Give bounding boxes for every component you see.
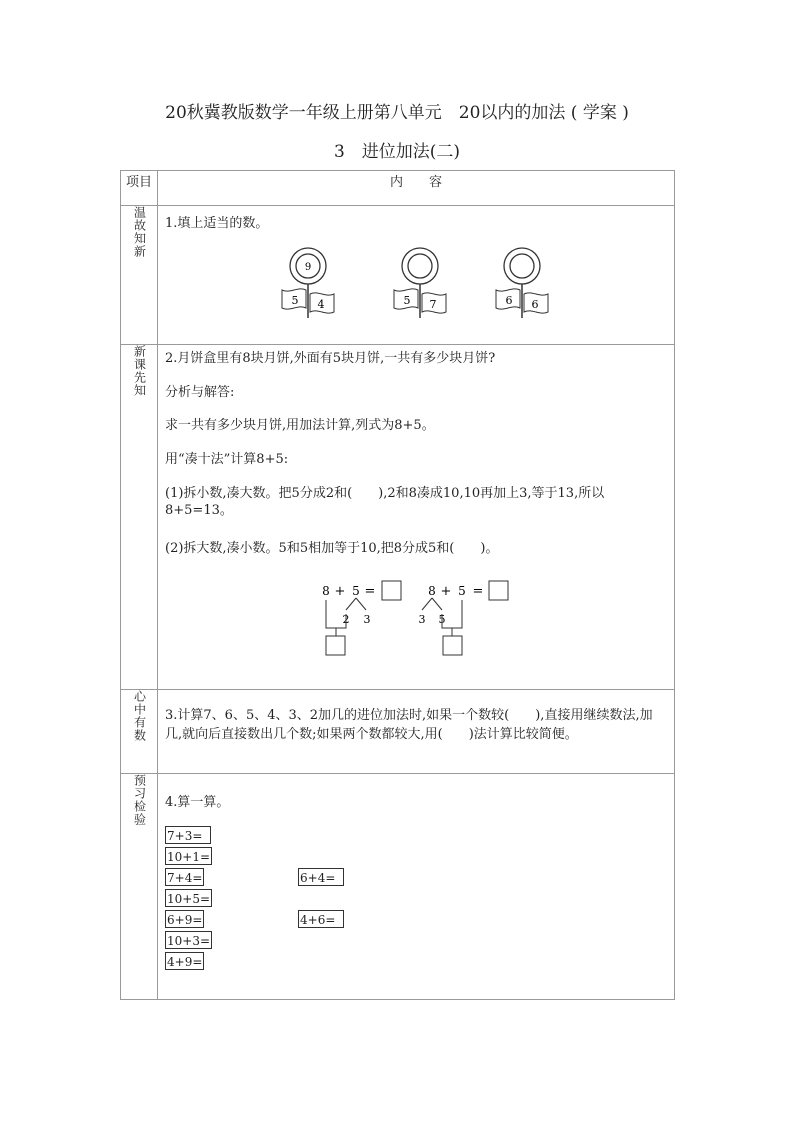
key-points-row <box>121 690 675 774</box>
review-label <box>121 206 158 345</box>
question-1: 1.填上适当的数。 <box>165 216 269 231</box>
diagram-split-large <box>419 581 509 655</box>
analysis-line-1: 求一共有多少块月饼,用加法计算,列式为8+5。 <box>165 418 435 433</box>
review-row <box>121 206 675 345</box>
header-row <box>121 171 675 206</box>
diagram-number: 8 <box>322 584 330 598</box>
analysis-heading: 分析与解答: <box>165 385 235 400</box>
diagram-number: 5 <box>352 584 360 598</box>
question-3: 3.计算7、6、5、4、3、2加几的进位加法时,如果一个数较( ),直接用继续数法,加几,就向后直接数出几个数;如果两个数都较大,用( )法计算比较简便。 <box>165 708 653 742</box>
answer-box[interactable] <box>326 636 345 655</box>
flower-left-leaf: 5 <box>291 294 299 307</box>
split-part: 3 <box>418 613 426 626</box>
flower-left-leaf: 5 <box>403 294 411 307</box>
split-part: 3 <box>363 613 371 626</box>
flower-right-leaf: 4 <box>317 298 325 311</box>
question-2: 2.月饼盒里有8块月饼,外面有5块月饼,一共有多少块月饼? <box>165 351 496 366</box>
flower-left-leaf: 6 <box>505 294 513 307</box>
split-part: 2 <box>342 613 350 626</box>
diagram-number: 8 <box>428 584 436 598</box>
flower-3 <box>496 248 548 318</box>
question-4: 4.算一算。 <box>165 795 230 810</box>
new-lesson-content <box>158 345 675 690</box>
analysis-line-2: 用“凑十法”计算8+5: <box>165 452 289 467</box>
practice-equation[interactable]: 10+1= <box>165 847 212 865</box>
practice-equation[interactable]: 7+3= <box>165 826 211 844</box>
review-content <box>158 206 675 345</box>
answer-box[interactable] <box>443 636 462 655</box>
new-lesson-row <box>121 345 675 690</box>
diagram-equals: = <box>364 584 376 599</box>
document-subtitle: 3 进位加法(二) <box>333 142 461 162</box>
diagram-operator: + <box>440 584 452 599</box>
lesson-table <box>120 170 675 1000</box>
header-item: 项目 <box>121 171 158 206</box>
key-points-content <box>158 690 675 774</box>
flower-2 <box>394 248 446 318</box>
practice-equation[interactable]: 6+4= <box>298 868 344 886</box>
answer-box[interactable] <box>382 581 401 600</box>
practice-equation[interactable]: 4+9= <box>165 952 204 970</box>
answer-box[interactable] <box>489 581 508 600</box>
row-label-text: 新课先知 <box>132 345 147 397</box>
flower-right-leaf: 6 <box>531 298 539 311</box>
analysis-line-4: (2)拆大数,凑小数。5和5相加等于10,把8分成5和( )。 <box>165 541 499 556</box>
practice-equation[interactable]: 6+9= <box>165 910 204 928</box>
row-label-text: 预习检验 <box>132 774 147 826</box>
header-content: 内 容 <box>158 171 675 206</box>
split-part: 5 <box>438 613 446 626</box>
diagram-equals: = <box>472 584 484 599</box>
document-title: 20秋冀教版数学一年级上册第八单元 20以内的加法 ( 学案 ) <box>165 103 629 123</box>
flower-center: 9 <box>304 262 312 273</box>
flower-right-leaf: 7 <box>429 298 437 311</box>
practice-equation[interactable]: 7+4= <box>165 868 204 886</box>
key-points-label <box>121 690 158 774</box>
practice-content <box>158 774 675 1000</box>
practice-row <box>121 774 675 1000</box>
practice-equation[interactable]: 4+6= <box>298 910 344 928</box>
row-label-text: 心中有数 <box>132 690 147 742</box>
analysis-line-3: (1)拆小数,凑大数。把5分成2和( ),2和8凑成10,10再加上3,等于13,所以8+5=13。 <box>165 486 605 518</box>
row-label-text: 温故知新 <box>132 206 147 258</box>
practice-equation[interactable]: 10+5= <box>165 889 212 907</box>
diagram-number: 5 <box>458 584 466 598</box>
diagram-operator: + <box>334 584 346 599</box>
make-ten-diagrams <box>158 345 675 690</box>
flower-diagrams <box>158 206 675 345</box>
flower-1 <box>282 248 334 318</box>
diagram-split-small <box>322 581 401 655</box>
practice-equation[interactable]: 10+3= <box>165 931 212 949</box>
practice-label <box>121 774 158 1000</box>
new-lesson-label <box>121 345 158 690</box>
